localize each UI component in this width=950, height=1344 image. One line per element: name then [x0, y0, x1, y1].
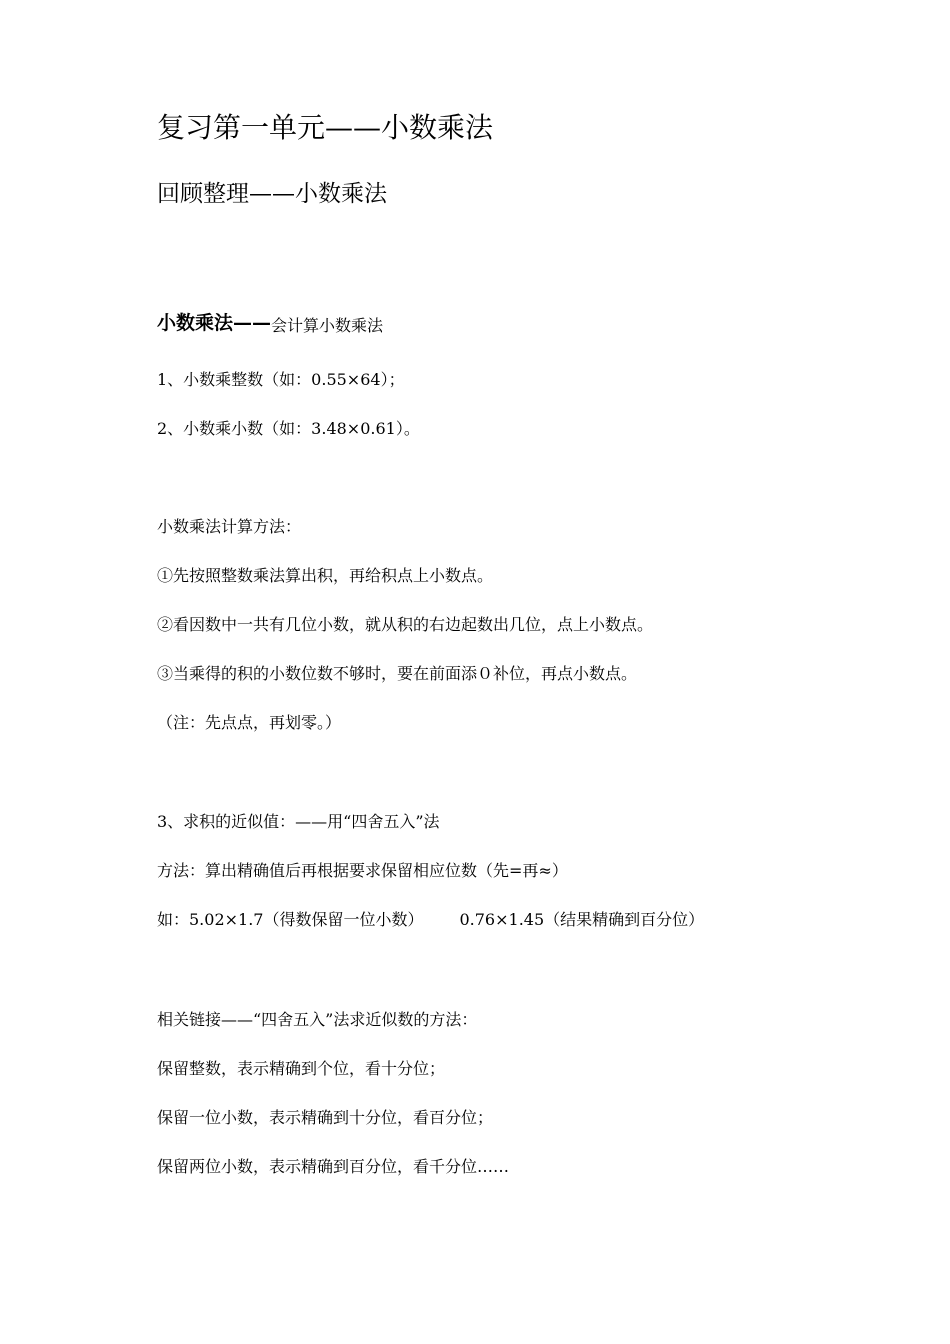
section3-method: 方法：算出精确值后再根据要求保留相应位数（先=再≈）	[157, 861, 568, 880]
section1-item1: 1、小数乘整数（如：0.55×64）；	[157, 370, 405, 389]
section2-step2: ②看因数中一共有几位小数，就从积的右边起数出几位，点上小数点。	[157, 615, 654, 634]
section4-heading: 相关链接——“四舍五入”法求近似数的方法：	[157, 1010, 478, 1029]
section3-examples	[157, 912, 704, 928]
section3-heading: 3、求积的近似值：——用“四舍五入”法	[157, 812, 440, 831]
section4-rule1: 保留整数，表示精确到个位，看十分位；	[157, 1059, 446, 1078]
document-title: 复习第一单元——小数乘法	[157, 111, 494, 144]
section4-rule2: 保留一位小数，表示精确到十分位，看百分位；	[157, 1108, 494, 1127]
section1-item2: 2、小数乘小数（如：3.48×0.61）。	[157, 419, 420, 438]
section2-step3: ③当乘得的积的小数位数不够时，要在前面添０补位，再点小数点。	[157, 664, 638, 683]
section2-heading: 小数乘法计算方法：	[157, 517, 302, 536]
section1-heading-small: 会计算小数乘法	[271, 316, 384, 335]
section4-rule3: 保留两位小数，表示精确到百分位，看千分位……	[157, 1157, 510, 1176]
document-subtitle: 回顾整理——小数乘法	[157, 181, 387, 207]
section2-step1: ①先按照整数乘法算出积，再给积点上小数点。	[157, 566, 494, 585]
section1-heading	[157, 314, 383, 333]
section3-example-b: 0.76×1.45（结果精确到百分位）	[459, 910, 705, 929]
section1-heading-strong: 小数乘法——	[157, 312, 272, 334]
section2-note: （注：先点点，再划零。）	[157, 713, 342, 732]
section3-example-a: 如：5.02×1.7（得数保留一位小数）	[157, 910, 424, 929]
